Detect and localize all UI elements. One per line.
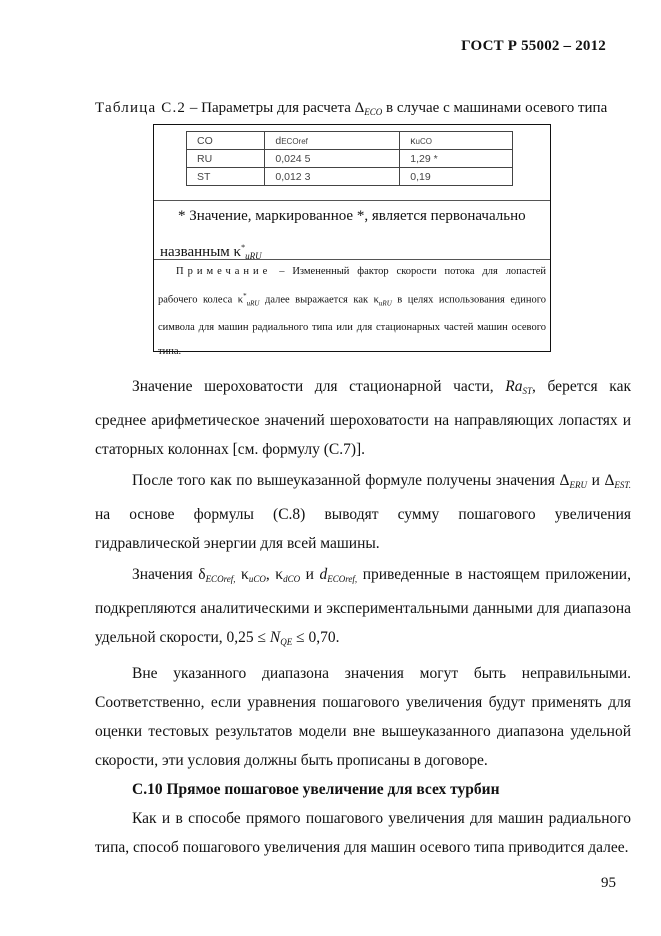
table-frame	[153, 124, 551, 357]
note-text2: далее выражается как κ	[259, 294, 379, 306]
main-text	[95, 372, 631, 862]
table-row	[187, 168, 513, 186]
header-co: CO	[187, 132, 265, 150]
cell-st-d: 0,012 3	[265, 168, 400, 186]
footnote-line2: названным $\kappa^*_{uRU}$	[160, 243, 262, 261]
note-text1: – Измененный фактор скорости потока для лопастей рабочего колеса κ	[158, 266, 546, 306]
cell-ru-d: 0,024 5	[265, 150, 400, 168]
header-kappa-uco: κuCO	[400, 132, 513, 150]
cell-ru-label: RU	[187, 150, 265, 168]
header-d-ecoref: dECOref	[265, 132, 400, 150]
document-header: ГОСТ Р 55002 – 2012	[461, 38, 606, 54]
footnote-line1: * Значение, маркированное *, является первоначально	[178, 208, 526, 224]
parameters-table	[186, 131, 513, 186]
caption-prefix: Таблица С.2	[95, 100, 187, 116]
section-heading: С.10 Прямое пошаговое увеличение для всех турбин	[132, 781, 500, 798]
paragraph-values: Значения $\delta_{ECOref,}$ $\kappa_{uCO}$, $\kappa_{dCO}$ и $d_{ECOref,}$ приведенные в настоящем приложении, подкрепляются аналитическими и экспериментальными данными для диапазона удельной скорости, $0,25 \le N_{QE} \le 0,70$.	[95, 566, 631, 647]
caption-text-after: в случае с машинами осевого типа	[382, 100, 608, 116]
table-header-row	[187, 132, 513, 150]
caption-sub: ECO	[364, 107, 383, 117]
paragraph-range: Вне указанного диапазона значения могут быть неправильными. Соответственно, если уравнения пошагового увеличения будут применять для оценки тестовых результатов модели вне вышеуказанного диапазона удельной скорости, эти условия должны быть прописаны в договоре.	[95, 665, 631, 769]
table-row	[187, 150, 513, 168]
paragraph-sum: После того как по вышеуказанной формуле получены значения $\Delta_{ERU}$ и $\Delta_{EST.}$ на основе формулы (С.8) выводят сумму пошагового увеличения гидравлической энергии для всей машины.	[95, 472, 632, 552]
paragraph-method: Как и в способе прямого пошагового увеличения для машин радиального типа, способ пошагового увеличения для машин осевого типа приводится далее.	[95, 810, 631, 856]
note-label: Примечание	[176, 266, 272, 277]
note-text3: в целях использования единого символа для машин радиального типа или для стационарных частей машин осевого типа.	[158, 294, 546, 357]
paragraph-roughness: Значение шероховатости для стационарной части, $Ra_{ST}$, берется как среднее арифметическое значений шероховатости на направляющих лопастях и статорных колоннах [см. формулу (С.7)].	[95, 378, 631, 458]
page-number: 95	[601, 875, 616, 891]
cell-st-label: ST	[187, 168, 265, 186]
cell-ru-kappa: 1,29 *	[400, 150, 513, 168]
cell-st-kappa: 0,19	[400, 168, 513, 186]
note-box: Примечание – Измененный фактор скорости потока для лопастей рабочего колеса $\kappa^*_{uRU}$ далее выражается как $\kappa_{uRU}$ в целях использования единого символа для машин радиального типа или для стационарных частей машин осевого типа.	[154, 259, 550, 364]
table-caption	[95, 100, 607, 117]
caption-text-before: – Параметры для расчета Δ	[186, 100, 365, 116]
